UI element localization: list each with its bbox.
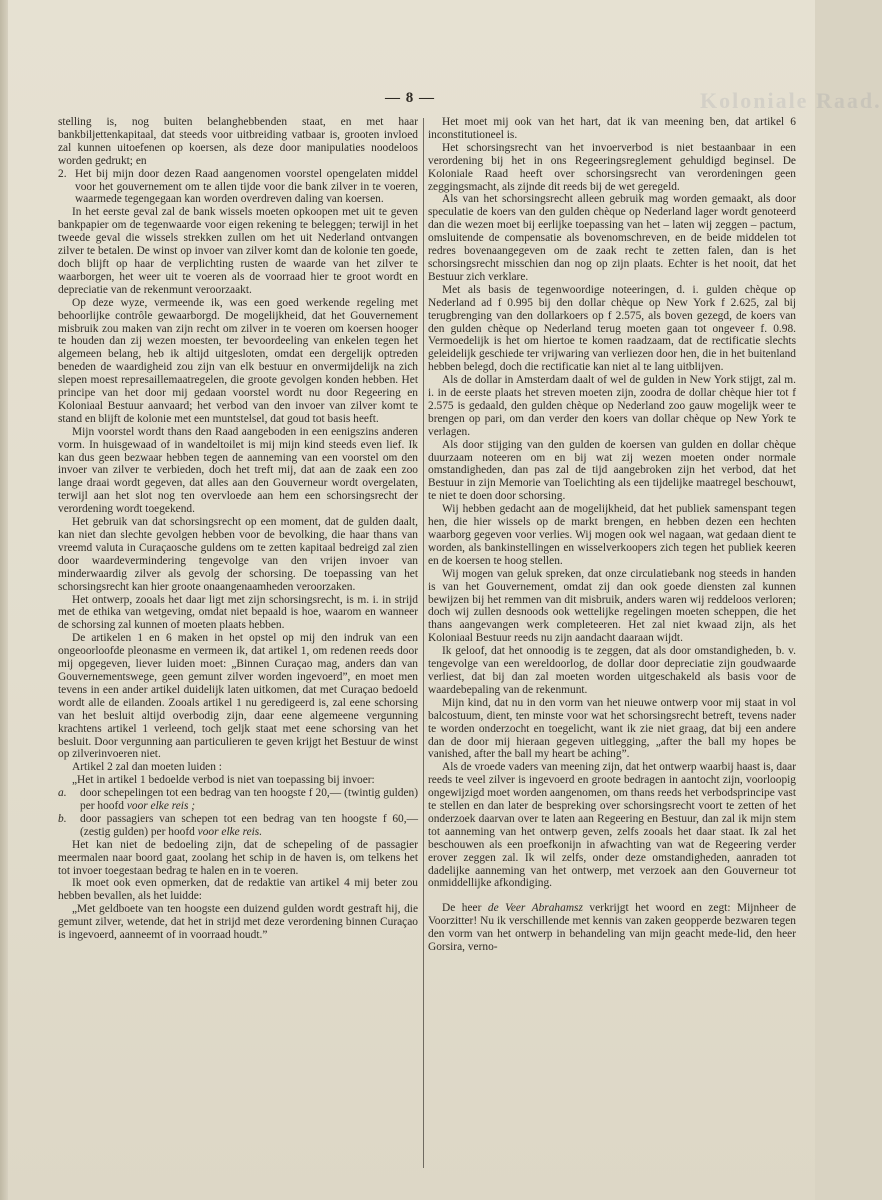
paragraph: Het kan niet de bedoeling zijn, dat de schepeling of de passagier meermalen naar boord gaat, zoolang het schip in de haven is, om telkens het tot invoer toegestaan bedrag te halen en in te voeren. (58, 838, 418, 877)
sub-item-mark: a. (58, 787, 67, 800)
paragraph: Het moet mij ook van het hart, dat ik van meening ben, dat artikel 6 inconstitutioneel is. (428, 116, 796, 141)
paragraph: Artikel 2 zal dan moeten luiden : (72, 761, 222, 774)
paragraph: Met als basis de tegenwoordige noteeringen, d. i. gulden chèque op Nederland ad f 0.995 bij den dollar chèque op New York f 2.625, zal bij terugbrenging van den dollarkoers op f 2.575, als boven gezegd, de koers van den gulden chèque op Nederland terug moeten gaan tot ongeveer f. 0.98. Vermoedelijk is het om hiertoe te komen raadzaam, dat de rectificatie slechts geleidelijk geschiede ter vrijwaring van verliezen door hen, die in het buitenland hebben belegd, doch die rectificatie kan niet al te lang uitblijven. (428, 283, 796, 374)
speaker-intro: De heer (442, 902, 488, 915)
page-number: — 8 — (385, 90, 435, 106)
speaker-paragraph (428, 902, 796, 954)
paragraph: Op deze wyze, vermeende ik, was een goed werkende regeling met behoorlijke contrôle gewaarborgd. De mogelijkheid, dat het Gouvernement misbruik zou maken van zijn recht om zilver in te voeren om koersen hooger te houden dan zij wezen moesten, ter bevoordeeling van enkelen tegen het algemeen belang, heb ik altijd uitgesloten, omdat een dergelijk optreden beneden de waardigheid zou zijn van elk bestuur en onvermijdelijk na zich slepen moest represaillemaatregelen, die groote gevolgen konden hebben. Het principe van het door mij gedaan voorstel wordt nu door Regeering en Koloniaal Bestuur aanvaard; het verbod van den invoer van zilver komt te stand en blijft de kolonie met een muntstelsel, dat goud tot basis heeft. (58, 296, 418, 425)
paragraph: „Het in artikel 1 bedoelde verbod is niet van toepassing bij invoer: (72, 774, 375, 787)
item-text: Het bij mijn door dezen Raad aangenomen voorstel opengelaten middel voor het gouvernement om te allen tijde voor die bank zilver in te voeren, waarmede tegengegaan kan worden overdreven daling van koersen. (75, 167, 418, 206)
sub-item-mark: b. (58, 812, 67, 825)
page-edge-shadow (0, 0, 8, 1200)
sub-item-b (58, 813, 418, 839)
paragraph: Wij mogen van geluk spreken, dat onze circulatiebank nog steeds in handen is van het Gouvernement, omdat zij dan ook goede diensten zal kunnen bewijzen bij het remmen van dit misbruik, anders waren wij reddeloos verloren; doch wij zullen desnoods ook wettelijke regelingen moeten scheppen, die het thans aangevangen werk completeeren. Het zal niet kwaad zijn, als het Koloniaal Bestuur reeds nu zijn aandacht daaraan wijdt. (428, 567, 796, 645)
paragraph: stelling is, nog buiten belanghebbenden staat, en met haar bankbiljettenkapitaal, dat steeds voor uitbreiding vatbaar is, grooten invloed zal kunnen uitoefenen op koersen, als deze door manipulaties noodeloos worden gedrukt; en (58, 116, 418, 167)
paragraph: Als de dollar in Amsterdam daalt of wel de gulden in New York stijgt, zal m. i. in de eerste plaats het streven moeten zijn, zoodra de dollar chèque hier tot f 2.575 is gedaald, den gulden chèque op Nederland zoo gauw mogelijk weer te brengen op pari, om dan verder den koers van dollar chèque op New York te verlagen. (428, 374, 796, 438)
sub-item-a (58, 787, 418, 813)
paragraph: De artikelen 1 en 6 maken in het opstel op mij den indruk van een ongeoorloofde pleonasme en vermeen ik, dat artikel 1, om redenen reeds door mij opgegeven, liever luiden moet: „Binnen Curaçao mag, anders dan van Gouvernementswege, geen gemunt zilver worden ingevoerd”, en moet men tevens in een ander artikel duidelijk laten uitkomen, dat met Curaçao bedoeld wordt alle de eilanden. Zooals artikel 1 nu geredigeerd is, zal eene schorsing van het besluit altijd overbodig zijn, daar eene algemeene vergunning krachtens artikel 1 verleend, toch geljk staat met eene schorsing van het besluit. Door vergunning aan particulieren te geven krijgt het Bestuur de winst op zilverinvoeren niet. (58, 632, 418, 761)
paragraph: In het eerste geval zal de bank wissels moeten opkoopen met uit te geven bankpapier om de tegenwaarde voor eigen rekening te beleggen; terwijl in het tweede geval die wissels strekken zullen om het uit Nederland ontvangen zilver te betalen. De winst op invoer van zilver komt dan de kolonie ten goede, doch blijft op haar de verplichting rusten de waarde van het zilver te waarborgen, het weer uit te voeren als de voorraad hier te groot wordt en depreciatie van de rekenmunt veroorzaakt. (58, 206, 418, 296)
numbered-item (58, 168, 418, 207)
paragraph: Ik geloof, dat het onnoodig is te zeggen, dat als door omstandigheden, b. v. tengevolge van een wereldoorlog, de dollar door depreciatie zijn goudwaarde verliest, dat bij dan zal moeten worden uitgeschakeld als basis voor de waardebepaling van de rekenmunt. (428, 645, 796, 696)
sub-item-emphasis: voor elke reis. (197, 825, 263, 838)
speaker-name: de Veer Abrahamsz (487, 902, 583, 915)
paragraph: Als de vroede vaders van meening zijn, dat het ontwerp waarbij haast is, daar reeds te veel zilver is ingevoerd en groote bedragen in aantocht zijn, voorloopig ongewijzigd moet worden aangenomen, om thans reeds het verbodsprincipe vast te stellen en dan later de bespreking over schorsingsrecht voort te zetten of het onderzoek daarvan over te laten aan Regeering en Bestuur, dan zal ik mijn stem tot aanneming van het ontwerp geven, zelfs zooals het daar staat. Ik zal het beschouwen als een proefkonijn in afwachting van wat de Regeering verder erover zeggen zal. Ik wil zelfs, onder deze omstandigheden, aanraden tot dadelijke aanneming van het ontwerp, met verzoek aan den Gouverneur tot onmiddellijke afkondiging. (428, 761, 796, 890)
left-column (58, 116, 418, 942)
paragraph: Mijn kind, dat nu in den vorm van het nieuwe ontwerp voor mij staat in vol balcostuum, dient, ten minste voor wat het schorsingsrecht betreft, tevens nader te worden onderzocht en toegelicht, want ik zie niet graag, dat bij een andere dan de door mij hieraan gegeven uitlegging, „after the ball my hopes be vanished, after the ball my heart be aching”. (428, 696, 796, 761)
paragraph: Mijn voorstel wordt thans den Raad aangeboden in een eenigszins anderen vorm. In huisgewaad of in wandeltoilet is mij mijn kind steeds even lief. Ik kan dus geen bezwaar hebben tegen de aanneming van een voorstel om den invoer van zilver te verbieden, doch het treft mij, dat aan de zaak een zoo lange draai wordt gegeven, dat alles aan den Gouverneur wordt overgelaten, terwijl aan het slot nog ten overvloede aan hem een schorsingsrecht der verordening wordt toegekend. (58, 425, 418, 516)
paragraph: Ik moet ook even opmerken, dat de redaktie van artikel 4 mij beter zou hebben bevallen, als het luidde: (58, 877, 418, 903)
bleed-through-text: Koloniale Raad. (700, 88, 882, 113)
sub-item-emphasis: voor elke reis ; (126, 800, 196, 813)
sub-item-text: door passagiers van schepen tot een bedrag van ten hoogste f 60,— (zestig gulden) per hoofd (80, 812, 418, 838)
paragraph: „Met geldboete van ten hoogste een duizend gulden wordt gestraft hij, die gemunt zilver, wetende, dat het in strijd met deze verordening binnen Curaçao is ingevoerd, aanneemt of in voorraad houdt.” (58, 903, 418, 942)
sub-item-text: door schepelingen tot een bedrag van ten hoogste f 20,— (twintig gulden) per hoofd (80, 787, 418, 813)
column-divider (423, 118, 424, 1168)
paragraph: Het gebruik van dat schorsingsrecht op een moment, dat de gulden daalt, kan niet dan slechte gevolgen hebben voor de bevolking, die haar thans van vreemd valuta in Curaçaosche guldens om te zetten kapitaal bedreigd zal zien door waardevermindering tengevolge van den vrijen invoer van minderwaardig zilver als gevolg der schorsing. De toepassing van het schorsingsrecht kan hier groote onaangenaamheden veroorzaken. (58, 516, 418, 593)
item-number: 2. (58, 167, 67, 180)
paragraph: Het ontwerp, zooals het daar ligt met zijn schorsingsrecht, is m. i. in strijd met de ethika van wetgeving, omdat niet bepaald is hoe, waarom en wanneer de schorsing zal kunnen of moeten plaats hebben. (58, 593, 418, 632)
paragraph: Het schorsingsrecht van het invoerverbod is niet bestaanbaar in een verordening bij het in ons Regeeringsreglement gehuldigd beginsel. De Koloniale Raad heeft over schorsingsrecht van verordeningen geen zeggingsmacht, als zijnde dit reeds bij de wet geregeld. (428, 141, 796, 193)
paragraph: Wij hebben gedacht aan de mogelijkheid, dat het publiek samenspant tegen hen, die hier wissels op de markt brengen, en hebben dezen een hechten waarborg gegeven voor verlies. Wij mogen ook wel nagaan, wat gedaan dient te worden, als bankinstellingen en wisselverkoopers zich tegen het publiek keeren en de koersen te hoog stellen. (428, 503, 796, 567)
paragraph: Als van het schorsingsrecht alleen gebruik mag worden gemaakt, als door speculatie de koers van den gulden chèque op Nederland lager wordt genoteerd dan die wezen moet bij eerlijke toepassing van het – laten wij zeggen – pactum, omsluitende de compensatie als bovenomschreven, en de beide middelen tot redres bovenaangegeven om de zaak recht te zetten falen, dan is het schorsingsrecht misschien dan nog op zijn plaats. Echter is het nooit, dat het Bestuur zich verklare. (428, 193, 796, 283)
paragraph: Als door stijging van den gulden de koersen van gulden en dollar chèque duurzaam noteeren om en bij wat zij wezen moeten onder normale omstandigheden, dan pas zal de tijd aangebroken zijn het verbod, dat het Bestuur in zijn Memorie van Toelichting als een tijdelijke maatregel beschouwt, te niet te doen door schorsing. (428, 438, 796, 503)
speaker-text: verkrijgt het woord en zegt: Mijnheer de Voorzitter! Nu ik verschillende met kennis van zaken geopperde bezwaren tegen den vorm van het ontwerp in behandeling van mijn geacht mede-lid, den heer Gorsira, verno- (428, 902, 797, 954)
right-column (428, 116, 796, 954)
